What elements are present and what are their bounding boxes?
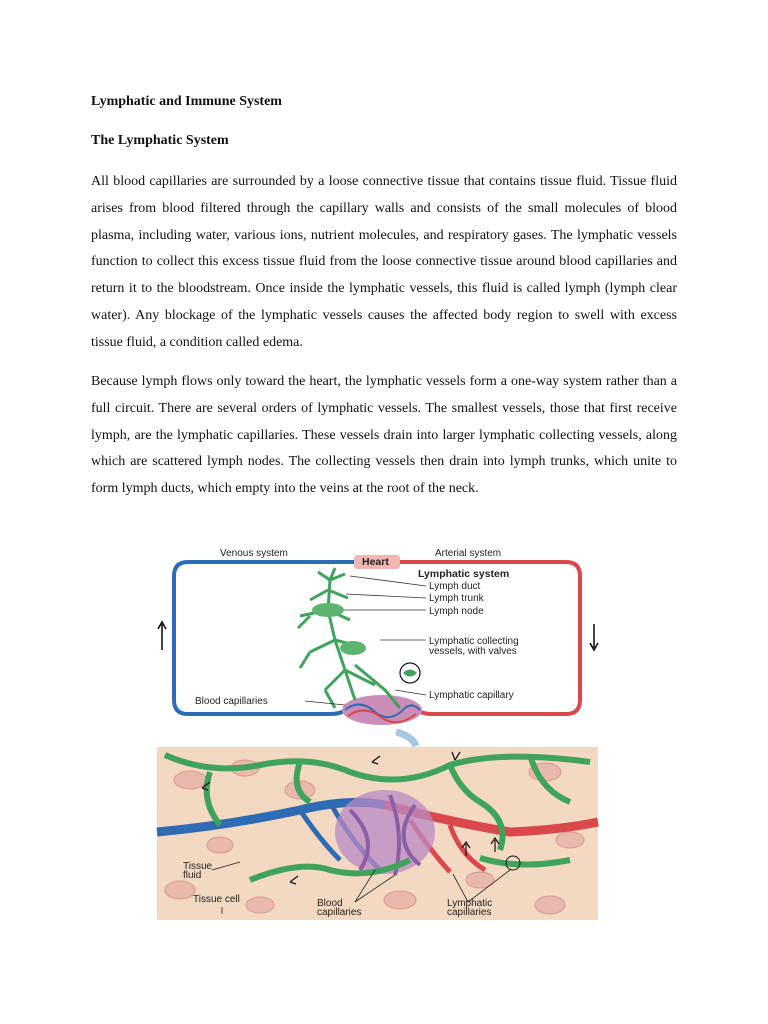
blood-capillaries-label: Blood capillaries [195, 696, 268, 707]
lymphatic-capillary-label: Lymphatic capillary [429, 690, 514, 701]
tissue-fluid-label-1: Tissue [183, 861, 213, 872]
blood-capillaries-detail-label-1: Blood [317, 898, 343, 909]
lymphatic-capillaries-detail-label-1: Lymphatic [447, 898, 493, 909]
lymph-node-label: Lymph node [429, 606, 484, 617]
lymphatic-diagram [150, 540, 605, 925]
section-title: The Lymphatic System [91, 133, 229, 148]
lymph-node-shape [312, 603, 344, 617]
collecting-vessels-label-2: vessels, with valves [429, 646, 517, 657]
lymph-duct-label: Lymph duct [429, 581, 481, 592]
tissue-fluid-label-2: fluid [183, 870, 202, 881]
tissue-detail-panel [157, 747, 598, 920]
zoom-connector [396, 732, 416, 746]
tissue-cell-label: Tissue cell [193, 894, 240, 905]
document-title: Lymphatic and Immune System [91, 94, 282, 109]
arterial-system-label: Arterial system [435, 548, 502, 559]
lymph-trunk-label: Lymph trunk [429, 593, 484, 604]
heart-label: Heart [362, 556, 389, 568]
paragraph-1: All blood capillaries are surrounded by a loose connective tissue that contains tissue fluid. Tissue fluid arises from blood filtered through the capillary walls and consists of the small molecules of blood plasma, including water, various ions, nutrient molecules, and respiratory gases. The lymphatic vessels function to collect this excess tissue fluid from the loose connective tissue around blood capillaries and return it to the bloodstream. Once inside the lymphatic vessels, this fluid is called lymph (lymph clear water). Any blockage of the lymphatic vessels causes the affected body region to swell with excess tissue fluid, a condition called edema. [91, 174, 677, 350]
lymphatic-tree [298, 568, 400, 708]
lymphatic-capillaries-detail-label-2: capillaries [447, 907, 492, 918]
lymphatic-system-label: Lymphatic system [418, 568, 510, 580]
lymphatic-system-figure [150, 540, 605, 925]
collecting-vessels-label-1: Lymphatic collecting [429, 636, 519, 647]
venous-system-label: Venous system [220, 548, 288, 559]
paragraph-2: Because lymph flows only toward the heart, the lymphatic vessels form a one-way system rather than a full circuit. There are several orders of lymphatic vessels. The smallest vessels, those that first receive lymph, are the lymphatic capillaries. These vessels drain into larger lymphatic collecting vessels, along which are scattered lymph nodes. The collecting vessels then drain into lymph trunks, which unite to form lymph ducts, which empty into the veins at the root of the neck. [91, 374, 677, 497]
blood-capillaries-detail-label-2: capillaries [317, 907, 362, 918]
